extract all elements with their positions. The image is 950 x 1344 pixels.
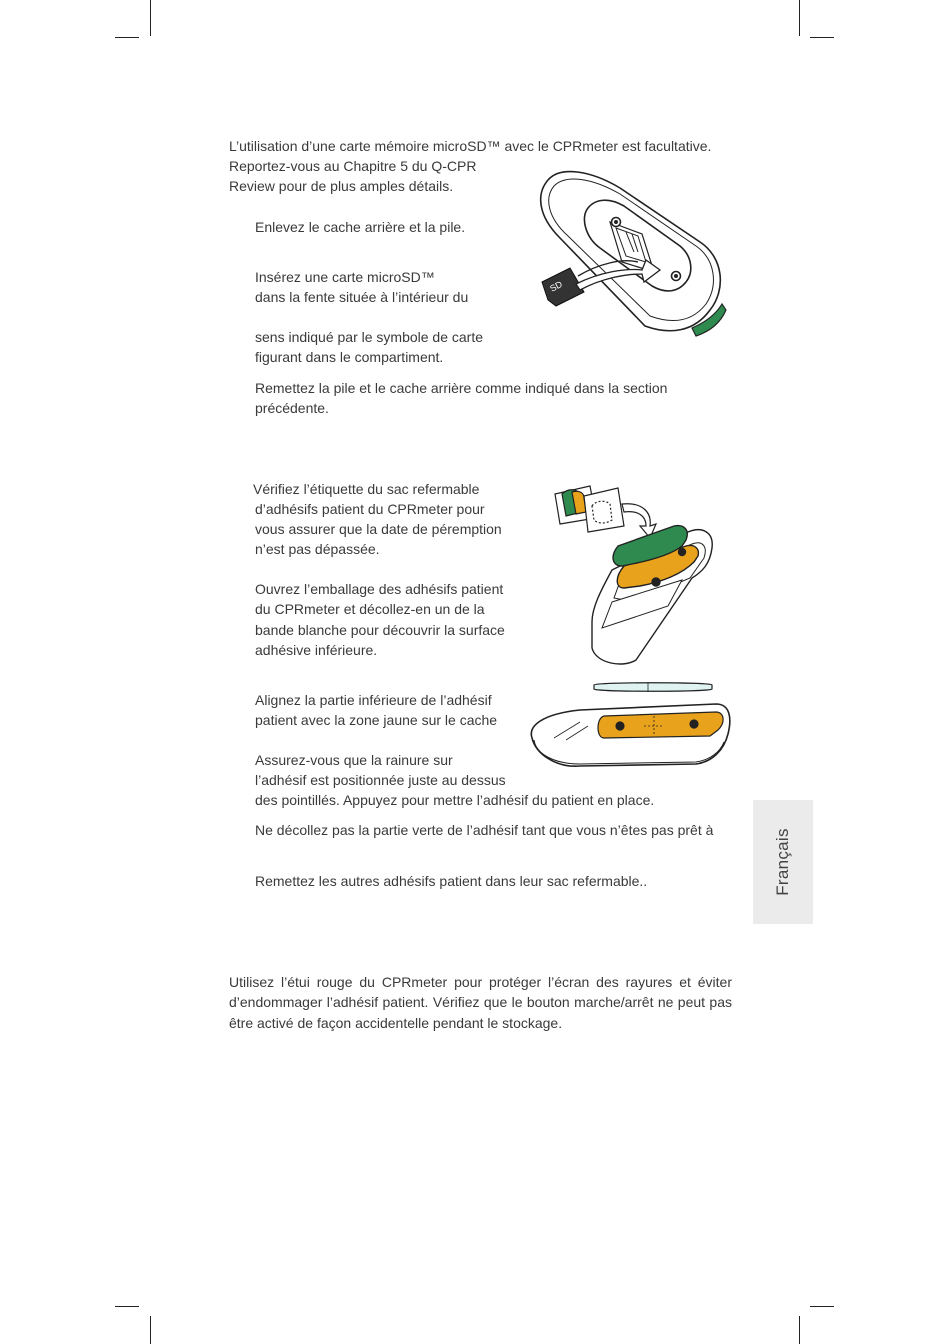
adhesive-step-3-line-2: patient avec la zone jaune sur le cache xyxy=(255,712,498,728)
adhesive-step-5: Ne décollez pas la partie verte de l’adhésif tant que vous n’êtes pas prêt à xyxy=(255,822,714,838)
sd-step-2-line-3: sens indiqué par le symbole de carte xyxy=(255,329,484,345)
language-tab-label: Français xyxy=(773,828,792,896)
intro-line-2: Reportez-vous au Chapitre 5 du Q-CPR xyxy=(229,158,477,174)
adhesive-step-2-line-1: Ouvrez l’emballage des adhésifs patient xyxy=(255,581,504,597)
sd-insertion-illustration xyxy=(530,160,730,345)
language-tab xyxy=(753,800,813,924)
adhesive-step-4-line-1: Assurez-vous que la rainure sur xyxy=(255,752,453,768)
sd-step-2-line-4: figurant dans le compartiment. xyxy=(255,349,444,365)
crop-mark-top-left-h xyxy=(115,37,139,38)
adhesive-step-1-line-4: n’est pas dépassée. xyxy=(255,541,380,557)
crop-mark-top-right-v xyxy=(799,0,800,36)
sd-step-2-line-2: dans la fente située à l’intérieur du xyxy=(255,289,469,305)
crop-mark-bottom-left-v xyxy=(150,1316,151,1344)
sd-step-3-line-2: précédente. xyxy=(255,400,329,416)
sd-step-3-line-1: Remettez la pile et le cache arrière comme indiqué dans la section xyxy=(255,380,668,396)
adhesive-step-1-line-2: d’adhésifs patient du CPRmeter pour xyxy=(255,501,485,517)
adhesive-aligned-illustration xyxy=(520,678,732,773)
adhesive-step-3-line-1: Alignez la partie inférieure de l’adhésif xyxy=(255,692,492,708)
adhesive-step-6: Remettez les autres adhésifs patient dans leur sac refermable.. xyxy=(255,873,648,889)
adhesive-application-illustration xyxy=(552,482,717,664)
crop-mark-top-left-v xyxy=(150,0,151,36)
adhesive-step-4-line-2: l’adhésif est positionnée juste au dessus xyxy=(255,772,506,788)
adhesive-step-1-line-1: Vérifiez l’étiquette du sac refermable xyxy=(253,481,480,497)
adhesive-step-2-line-2: du CPRmeter et décollez-en un de la xyxy=(255,601,485,617)
sd-step-2-line-1: Insérez une carte microSD™ xyxy=(255,269,435,285)
adhesive-step-2-line-4: adhésive inférieure. xyxy=(255,642,378,658)
adhesive-step-4-line-3: des pointillés. Appuyez pour mettre l’adhésif du patient en place. xyxy=(255,792,655,808)
crop-mark-top-right-h xyxy=(810,37,834,38)
adhesive-step-1-line-3: vous assurer que la date de péremption xyxy=(255,521,502,537)
sd-step-1: Enlevez le cache arrière et la pile. xyxy=(255,219,466,235)
crop-mark-bottom-right-v xyxy=(799,1316,800,1344)
adhesive-step-2-line-3: bande blanche pour découvrir la surface xyxy=(255,622,505,638)
sd-card-label: SD xyxy=(548,279,564,294)
storage-paragraph: Utilisez l’étui rouge du CPRmeter pour protéger l’écran des rayures et éviter d’endommager l’adhésif patient. Vérifiez que le bouton marche/arrêt ne peut pas être activé de façon accidentelle pendant le stockage. xyxy=(229,974,732,1031)
intro-line-3: Review pour de plus amples détails. xyxy=(229,178,454,194)
crop-mark-bottom-left-h xyxy=(115,1306,139,1307)
intro-line-1: L’utilisation d’une carte mémoire microSD™ avec le CPRmeter est facultative. xyxy=(229,138,712,154)
crop-mark-bottom-right-h xyxy=(810,1306,834,1307)
